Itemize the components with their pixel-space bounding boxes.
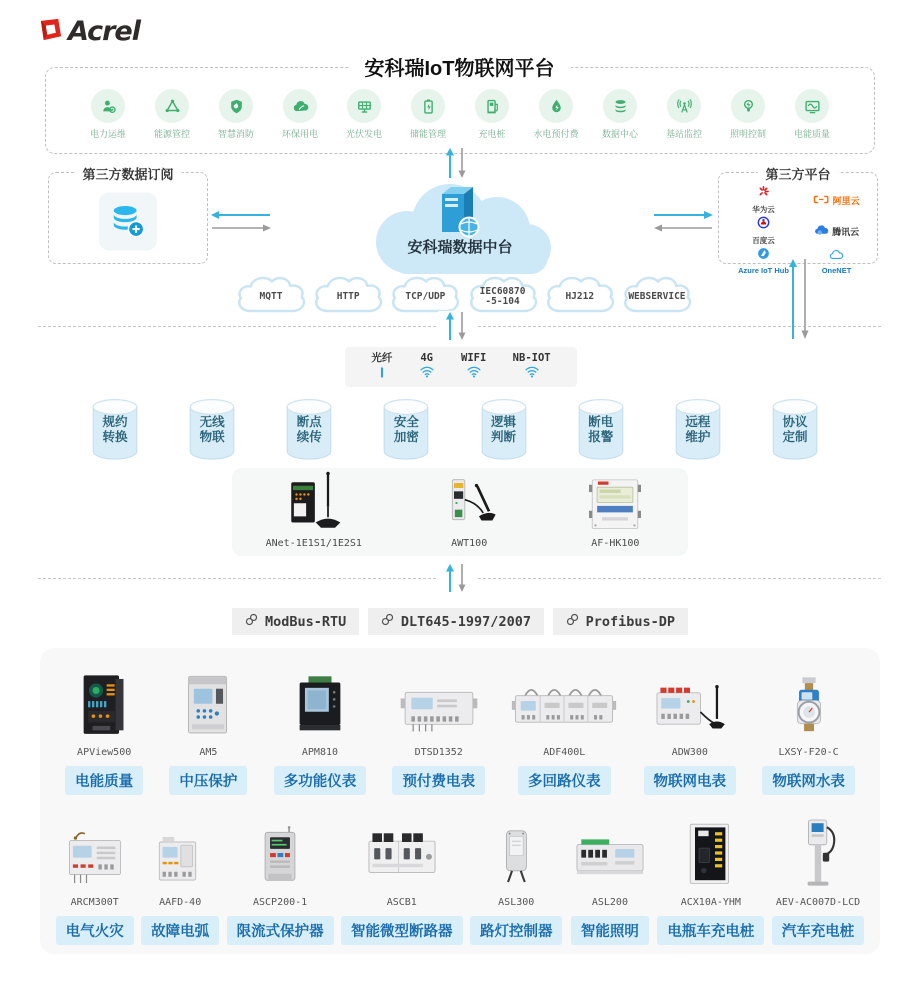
wifi-icon — [524, 365, 540, 383]
acrel-logo-icon — [38, 17, 63, 47]
capability-label: 无线 物联 — [199, 415, 225, 444]
wifi-icon — [419, 365, 435, 383]
device-family-panel — [40, 648, 880, 954]
gateway-model: ANet-1E1S1/1E2S1 — [265, 538, 362, 549]
capability-cylinders-row — [92, 398, 818, 460]
device-APM810 — [274, 664, 367, 795]
device-ADF400L — [511, 664, 617, 795]
app-scenario-label: 储能管理 — [409, 129, 446, 139]
app-scenario-power-quality — [784, 89, 840, 140]
protocol-label: TCP/UDP — [405, 290, 446, 302]
left-right-arrows-right — [652, 209, 714, 240]
gateway-ANet-1E1S1/1E2S1 — [266, 475, 362, 549]
third-party-data-subscription-title: 第三方数据订阅 — [74, 164, 181, 183]
capability-断点续传 — [286, 398, 332, 460]
device-model: ARCM300T — [70, 897, 119, 908]
app-scenario-label: 水电预付费 — [533, 129, 579, 139]
gateway-AWT100 — [429, 475, 509, 549]
device-ASL300 — [470, 814, 563, 945]
lighting-module-image — [570, 814, 650, 890]
azure-iot-hub-icon — [757, 247, 770, 265]
device-model: AM5 — [199, 747, 218, 758]
bus-protocol-label: ModBus-RTU — [265, 613, 347, 630]
connectivity-bar — [345, 347, 577, 387]
iot-meter-image — [650, 664, 730, 740]
capability-安全加密 — [383, 398, 429, 460]
ev-charger-icon — [475, 89, 509, 123]
device-category-badge: 电能质量 — [65, 766, 143, 795]
provider-label: 华为云 — [752, 205, 775, 214]
controller-box-image — [488, 814, 544, 890]
capability-label: 规约 转换 — [102, 415, 128, 444]
connectivity-4G — [419, 352, 435, 383]
up-down-arrows-top — [443, 147, 471, 184]
capability-远程维护 — [675, 398, 721, 460]
wallbox-gray-image — [251, 814, 309, 890]
device-model: AAFD-40 — [159, 897, 202, 908]
device-model: DTSD1352 — [414, 747, 463, 758]
panel-black-image — [73, 664, 135, 740]
device-category-badge: 电瓶车充电桩 — [657, 916, 764, 945]
app-scenario-label: 光伏发电 — [345, 129, 382, 139]
app-scenario-label: 电力运维 — [89, 129, 126, 139]
app-scenario-label: 照明控制 — [729, 129, 766, 139]
app-scenario-label: 智慧消防 — [217, 129, 254, 139]
app-scenario-label: 能源管控 — [153, 129, 190, 139]
app-scenario-label: 环保用电 — [281, 129, 318, 139]
device-AAFD-40 — [141, 814, 219, 945]
app-scenario-label: 电能质量 — [793, 129, 830, 139]
cloud-providers-grid — [727, 185, 873, 275]
datacenter-icon — [603, 89, 637, 123]
up-down-arrows-right-tall — [786, 258, 814, 345]
device-ACX10A-YHM — [657, 814, 764, 945]
capability-逻辑判断 — [481, 398, 527, 460]
app-icons-row — [46, 68, 874, 157]
capability-label: 远程 维护 — [685, 415, 711, 444]
device-category-badge: 智能照明 — [571, 916, 649, 945]
power-quality-icon — [795, 89, 829, 123]
provider-ali-cloud — [813, 191, 859, 209]
bus-protocol-label: Profibus-DP — [585, 613, 675, 630]
app-scenario-green-power — [272, 89, 328, 140]
app-scenario-prepaid — [528, 89, 584, 140]
app-scenario-power-ops — [80, 89, 136, 140]
link-icon — [245, 613, 258, 630]
din-meter-image — [398, 664, 480, 740]
up-down-arrows-divider2 — [438, 563, 476, 598]
device-ADW300 — [644, 664, 737, 795]
prepaid-icon — [539, 89, 573, 123]
provider-label: 阿里云 — [832, 195, 860, 206]
bus-protocol-ModBus-RTU — [232, 608, 359, 635]
protocol-cloud-HJ212 — [542, 271, 618, 318]
charge-pile-image — [790, 814, 846, 890]
device-model: AEV-AC007D-LCD — [775, 897, 861, 908]
connectivity-label: WIFI — [461, 351, 487, 364]
connectivity-NB-IOT — [513, 352, 551, 383]
device-DTSD1352 — [392, 664, 485, 795]
gateway-products-panel — [232, 468, 688, 556]
link-icon — [381, 613, 394, 630]
charge-cabinet-image — [679, 814, 743, 890]
device-row-1 — [52, 664, 868, 795]
app-scenario-datacenter — [592, 89, 648, 140]
device-category-badge: 多回路仪表 — [518, 766, 611, 795]
protocol-cloud-MQTT — [233, 271, 309, 318]
app-scenario-pv-gen — [336, 89, 392, 140]
device-model: ADW300 — [671, 747, 708, 758]
base-station-icon — [667, 89, 701, 123]
acrel-data-cloud — [352, 178, 568, 278]
device-model: ACX10A-YHM — [680, 897, 741, 908]
device-category-badge: 物联网水表 — [762, 766, 855, 795]
protocol-cloud-HTTP — [310, 271, 386, 318]
provider-tencent-cloud — [814, 222, 859, 240]
app-scenario-label: 数据中心 — [601, 129, 638, 139]
fiber-icon — [374, 366, 390, 384]
provider-label: 百度云 — [752, 236, 775, 245]
device-AM5 — [169, 664, 247, 795]
tencent-cloud-icon — [814, 222, 829, 240]
device-model: APView500 — [77, 747, 132, 758]
storage-mgmt-icon — [411, 89, 445, 123]
device-model: ASL300 — [498, 897, 535, 908]
huawei-cloud-icon — [757, 185, 770, 203]
app-scenario-storage-mgmt — [400, 89, 456, 140]
gateway-model: AWT100 — [451, 538, 488, 549]
provider-label: Azure IoT Hub — [738, 266, 789, 275]
connectivity-label: 光纤 — [371, 352, 393, 364]
din-meter-sm-image — [151, 814, 209, 890]
small-gateway-image — [429, 475, 509, 535]
provider-baidu-cloud — [752, 216, 775, 246]
left-right-arrows-left — [210, 209, 272, 240]
connectivity-label: 4G — [420, 351, 434, 364]
bus-protocol-Profibus-DP — [553, 608, 688, 635]
connectivity-WIFI — [461, 352, 486, 383]
device-category-badge: 故障电弧 — [141, 916, 219, 945]
device-category-badge: 限流式保护器 — [227, 916, 334, 945]
capability-协议定制 — [772, 398, 818, 460]
cloud-platform-label: 安科瑞数据中台 — [407, 239, 513, 256]
device-category-badge: 智能微型断路器 — [341, 916, 463, 945]
third-party-platform-title: 第三方平台 — [757, 164, 838, 183]
relay-gray-image — [177, 664, 239, 740]
device-category-badge: 多功能仪表 — [274, 766, 367, 795]
device-category-badge: 电气火灾 — [56, 916, 134, 945]
up-down-arrows-divider1 — [438, 311, 476, 346]
water-meter-image — [780, 664, 838, 740]
device-ARCM300T — [56, 814, 134, 945]
power-ops-icon — [91, 89, 125, 123]
provider-onenet — [822, 247, 852, 275]
provider-label: OneNET — [821, 266, 852, 275]
green-power-icon — [283, 89, 317, 123]
protocol-label: HJ212 — [565, 290, 595, 302]
protocol-label: MQTT — [259, 290, 283, 302]
app-scenario-base-station — [656, 89, 712, 140]
device-AEV-AC007D-LCD — [772, 814, 865, 945]
ali-cloud-icon — [813, 191, 829, 209]
capability-label: 安全 加密 — [393, 415, 419, 444]
page-title: 安科瑞IoT物联网平台 — [349, 52, 571, 81]
provider-huawei-cloud — [752, 185, 775, 215]
capability-规约转换 — [92, 398, 138, 460]
protocol-label: WEBSERVICE — [628, 290, 686, 302]
connectivity-光纤 — [371, 350, 392, 384]
gateway-AF-HK100 — [576, 475, 654, 549]
energy-mgmt-icon — [155, 89, 189, 123]
device-model: ASCP200-1 — [253, 897, 308, 908]
device-category-badge: 预付费电表 — [392, 766, 485, 795]
third-party-platform-box — [718, 167, 878, 275]
capability-无线物联 — [189, 398, 235, 460]
bus-protocol-chips — [232, 608, 688, 635]
meter-black-image — [289, 664, 351, 740]
app-scenario-label: 充电桩 — [478, 129, 506, 139]
bus-protocol-label: DLT645-1997/2007 — [400, 613, 531, 630]
baidu-cloud-icon — [757, 216, 770, 234]
app-scenario-ev-charger — [464, 89, 520, 140]
device-category-badge: 路灯控制器 — [470, 916, 563, 945]
smart-fire-icon — [219, 89, 253, 123]
wifi-icon — [466, 365, 482, 383]
provider-azure-iot-hub — [738, 247, 789, 275]
capability-label: 逻辑 判断 — [491, 415, 517, 444]
lighting-ctl-icon — [731, 89, 765, 123]
link-icon — [566, 613, 579, 630]
app-scenario-energy-mgmt — [144, 89, 200, 140]
capability-label: 断点 续传 — [296, 415, 322, 444]
database-subscribe-icon — [99, 192, 157, 250]
protocol-label: IEC60870 -5-104 — [479, 285, 526, 307]
device-row-2 — [52, 814, 868, 945]
device-APView500 — [65, 664, 143, 795]
device-model: ASL200 — [591, 897, 628, 908]
connectivity-label: NB-IOT — [512, 351, 551, 364]
acrel-logo-text: Acrel — [68, 16, 140, 47]
device-LXSY-F20-C — [762, 664, 855, 795]
multi-meter-image — [511, 664, 617, 740]
device-category-badge: 汽车充电桩 — [772, 916, 865, 945]
provider-label: 腾讯云 — [832, 226, 860, 237]
device-ASCB1 — [341, 814, 463, 945]
app-scenario-smart-fire — [208, 89, 264, 140]
capability-label: 断电 报警 — [588, 415, 614, 444]
app-scenario-label: 基站监控 — [665, 129, 702, 139]
gateway-antenna-image — [272, 475, 356, 535]
capability-断电报警 — [578, 398, 624, 460]
device-model: APM810 — [301, 747, 339, 758]
device-ASCP200-1 — [227, 814, 334, 945]
app-scenario-lighting-ctl — [720, 89, 776, 140]
din-meter-ant-image — [61, 814, 129, 890]
device-ASL200 — [570, 814, 650, 945]
capability-label: 协议 定制 — [782, 415, 808, 444]
protocol-label: HTTP — [336, 290, 360, 302]
pv-gen-icon — [347, 89, 381, 123]
device-model: LXSY-F20-C — [778, 747, 839, 758]
onenet-icon — [829, 247, 844, 265]
bus-protocol-DLT645-1997/2007 — [368, 608, 544, 635]
device-category-badge: 中压保护 — [169, 766, 247, 795]
breaker-image — [362, 814, 442, 890]
device-category-badge: 物联网电表 — [644, 766, 737, 795]
junction-box-image — [576, 475, 654, 535]
acrel-logo — [38, 16, 140, 47]
device-model: ADF400L — [543, 747, 586, 758]
protocol-cloud-WEBSERVICE — [619, 271, 695, 318]
third-party-data-subscription-box — [48, 167, 208, 264]
device-model: ASCB1 — [386, 897, 417, 908]
gateway-model: AF-HK100 — [591, 538, 640, 549]
